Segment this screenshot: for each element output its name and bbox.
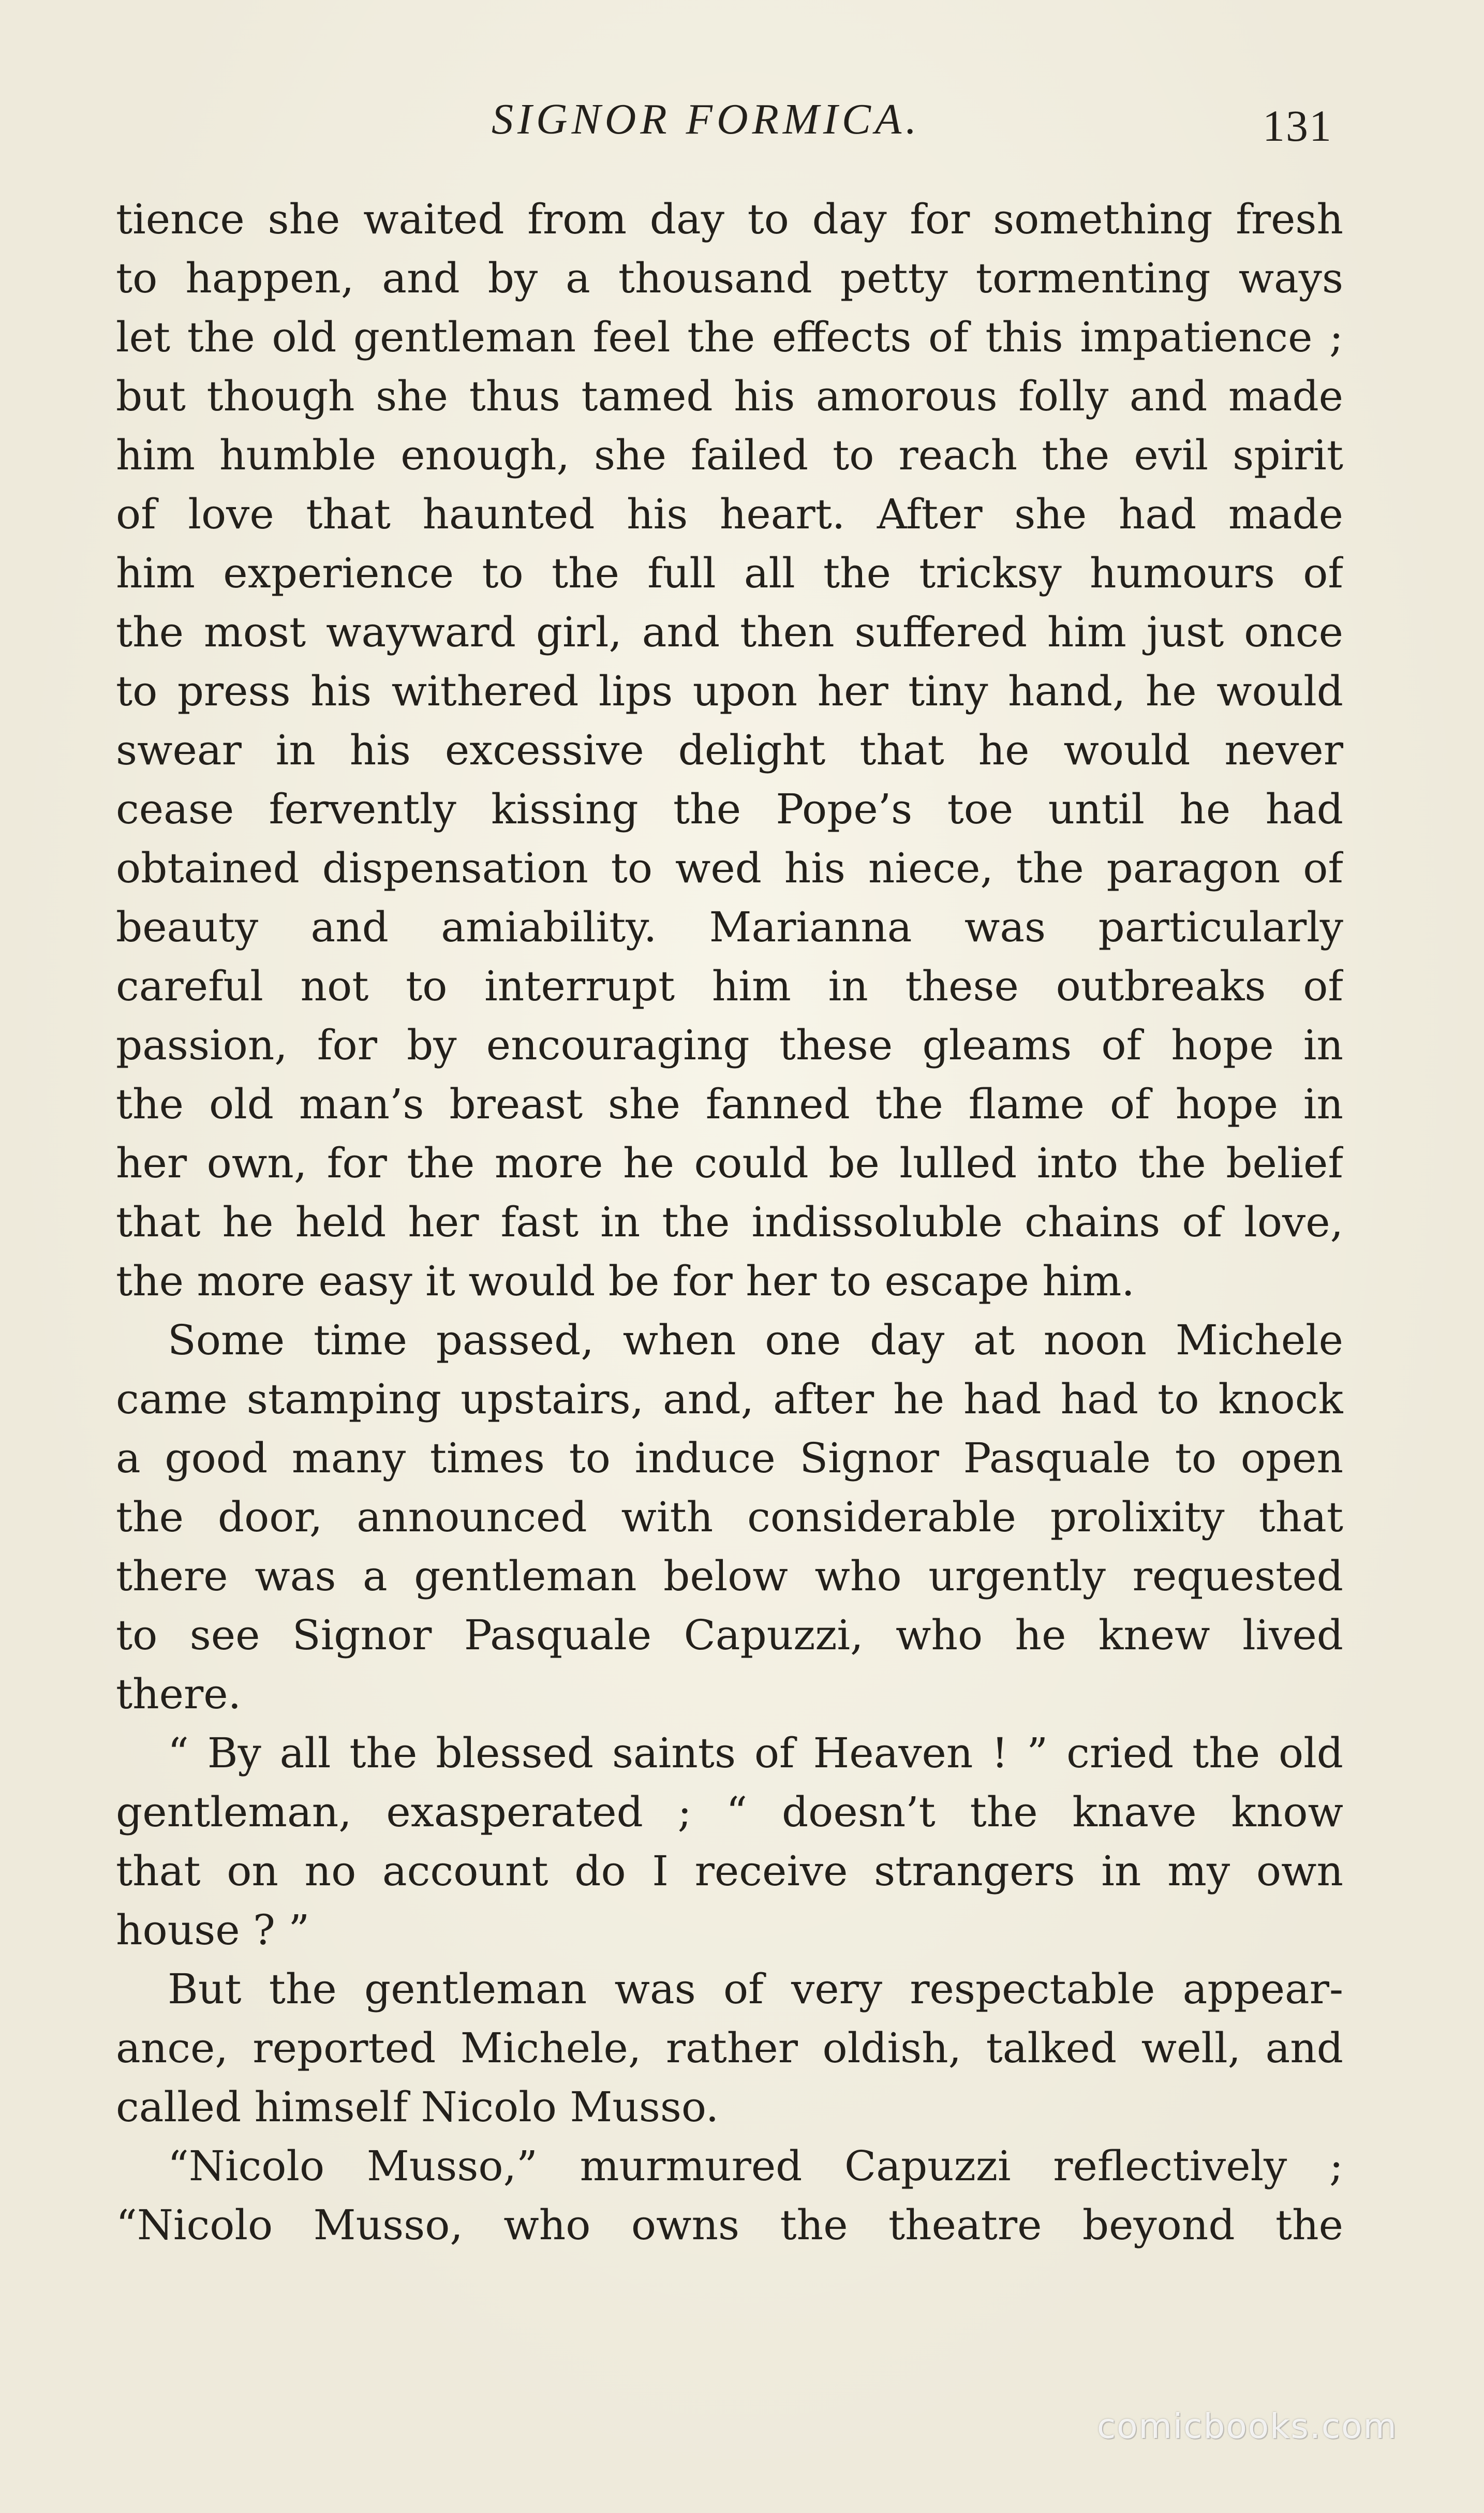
text-line: “ By all the blessed saints of Heaven ! ” cried the old — [168, 1729, 1343, 1777]
text-line: the most wayward girl, and then suffered him just once — [116, 608, 1343, 656]
watermark: comicbooks.com — [1097, 2406, 1398, 2446]
text-line: him humble enough, she failed to reach the evil spirit — [116, 431, 1343, 479]
text-line: the old man’s breast she fanned the flame of hope in — [116, 1080, 1343, 1128]
body-text — [116, 190, 1343, 2255]
text-line: careful not to interrupt him in these outbreaks of — [116, 962, 1343, 1010]
text-line: but though she thus tamed his amorous folly and made — [116, 372, 1343, 420]
text-line: “Nicolo Musso,” murmured Capuzzi reflectively ; — [168, 2142, 1343, 2190]
text-line: the more easy it would be for her to escape him. — [116, 1257, 1135, 1305]
text-line: house ? ” — [116, 1906, 310, 1954]
text-line: came stamping upstairs, and, after he had had to knock — [116, 1375, 1343, 1423]
text-line: to happen, and by a thousand petty tormenting ways — [116, 254, 1343, 302]
text-line: passion, for by encouraging these gleams of hope in — [116, 1021, 1343, 1069]
text-line: cease fervently kissing the Pope’s toe until he had — [116, 785, 1343, 833]
text-line: her own, for the more he could be lulled into the belief — [116, 1139, 1343, 1187]
text-line: tience she waited from day to day for something fresh — [116, 195, 1343, 243]
text-line: the door, announced with considerable prolixity that — [116, 1493, 1343, 1541]
text-line: swear in his excessive delight that he would never — [116, 726, 1343, 774]
page-number: 131 — [1263, 101, 1332, 151]
text-line: there. — [116, 1670, 242, 1718]
running-head — [0, 91, 1484, 158]
text-line: Some time passed, when one day at noon Michele — [168, 1316, 1343, 1364]
text-line: let the old gentleman feel the effects of this impatience ; — [116, 313, 1343, 361]
text-line: a good many times to induce Signor Pasquale to open — [116, 1434, 1343, 1482]
text-line: gentleman, exasperated ; “ doesn’t the knave know — [116, 1788, 1343, 1836]
text-line: that he held her fast in the indissoluble chains of love, — [116, 1198, 1343, 1246]
text-line: beauty and amiability. Marianna was particularly — [116, 903, 1343, 951]
text-line: there was a gentleman below who urgently requested — [116, 1552, 1343, 1600]
text-line: called himself Nicolo Musso. — [116, 2083, 719, 2131]
running-title: SIGNOR FORMICA. — [492, 95, 921, 143]
text-line: “Nicolo Musso, who owns the theatre beyond the — [116, 2201, 1343, 2249]
text-line: obtained dispensation to wed his niece, the paragon of — [116, 844, 1343, 892]
text-line: of love that haunted his heart. After she had made — [116, 490, 1343, 538]
text-line: But the gentleman was of very respectable appear- — [168, 1965, 1343, 2013]
text-line: that on no account do I receive strangers in my own — [116, 1847, 1343, 1895]
text-line: him experience to the full all the tricksy humours of — [116, 549, 1343, 597]
text-line: ance, reported Michele, rather oldish, talked well, and — [116, 2024, 1343, 2072]
text-line: to see Signor Pasquale Capuzzi, who he knew lived — [116, 1611, 1343, 1659]
text-line: to press his withered lips upon her tiny hand, he would — [116, 667, 1343, 715]
